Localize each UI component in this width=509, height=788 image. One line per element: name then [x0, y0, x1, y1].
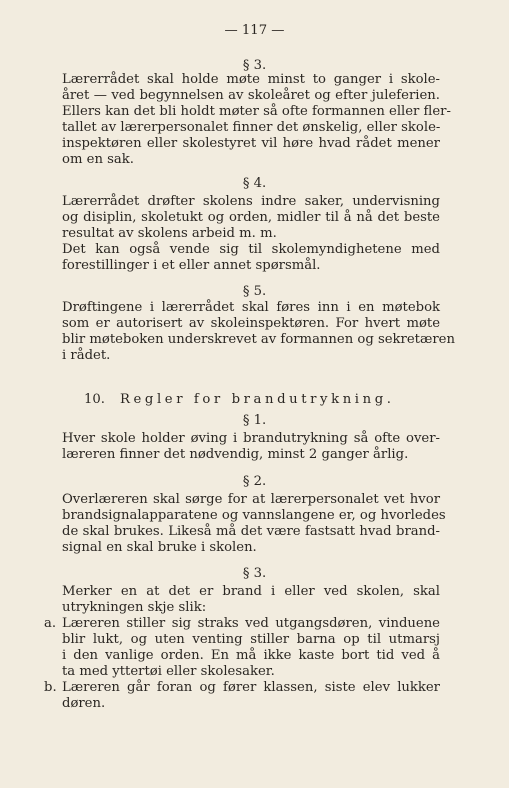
section-heading: § 4. [242, 176, 267, 191]
text-line: Merker en at det er brand i eller ved skolen, skal [62, 584, 440, 599]
section-heading: § 5. [242, 284, 267, 299]
text-line: Lærerrådet skal holde møte minst to ganger i skole- [62, 72, 440, 87]
chapter-number: 10. [84, 392, 105, 407]
text-line: signal en skal bruke i skolen. [62, 540, 257, 555]
text-line: blir møteboken underskrevet av formannen og sekretæren [62, 332, 455, 347]
list-marker: b. [44, 680, 57, 695]
text-line: Drøftingene i lærerrådet skal føres inn i en møtebok [62, 300, 440, 315]
section-heading: § 3. [242, 566, 267, 581]
text-line: de skal brukes. Likeså må det være fastsatt hvad brand- [62, 524, 440, 539]
list-marker: a. [44, 616, 57, 631]
text-line: i den vanlige orden. En må ikke kaste bort tid ved å [62, 648, 440, 663]
chapter-title: Regler for brandutrykning. [120, 392, 395, 407]
text-line: Det kan også vende sig til skolemyndighetene med [62, 242, 440, 257]
text-line: om en sak. [62, 152, 134, 167]
text-line: Lærerrådet drøfter skolens indre saker, undervisning [62, 194, 440, 209]
section-heading: § 2. [242, 474, 267, 489]
text-line: læreren finner det nødvendig, minst 2 ganger årlig. [62, 447, 409, 462]
text-line: resultat av skolens arbeid m. m. [62, 226, 277, 241]
text-line: ta med yttertøi eller skolesaker. [62, 664, 275, 679]
page-number: — 117 — [224, 23, 285, 38]
text-line: utrykningen skje slik: [62, 600, 207, 615]
text-line: brandsignalapparatene og vannslangene er, og hvorledes [62, 508, 446, 523]
text-line: og disiplin, skoletukt og orden, midler til å nå det beste [62, 210, 440, 225]
section-heading: § 3. [242, 58, 267, 73]
text-line: Læreren går foran og fører klassen, siste elev lukker [62, 680, 440, 695]
text-line: som er autorisert av skoleinspektøren. For hvert møte [62, 316, 440, 331]
text-line: Overlæreren skal sørge for at lærerpersonalet vet hvor [62, 492, 440, 507]
text-line: døren. [62, 696, 106, 711]
text-line: Hver skole holder øving i brandutrykning så ofte over- [62, 431, 440, 446]
text-line: i rådet. [62, 348, 111, 363]
text-line: Læreren stiller sig straks ved utgangsdøren, vinduene [62, 616, 440, 631]
text-line: året — ved begynnelsen av skoleåret og efter juleferien. [62, 88, 440, 103]
text-line: inspektøren eller skolestyret vil høre hvad rådet mener [62, 136, 440, 151]
text-line: Ellers kan det bli holdt møter så ofte formannen eller fler- [62, 104, 451, 119]
text-line: blir lukt, og uten venting stiller barna op til utmarsj [62, 632, 440, 647]
text-line: tallet av lærerpersonalet finner det ønskelig, eller skole- [62, 120, 441, 135]
text-line: forestillinger i et eller annet spørsmål. [62, 258, 321, 273]
section-heading: § 1. [242, 413, 267, 428]
